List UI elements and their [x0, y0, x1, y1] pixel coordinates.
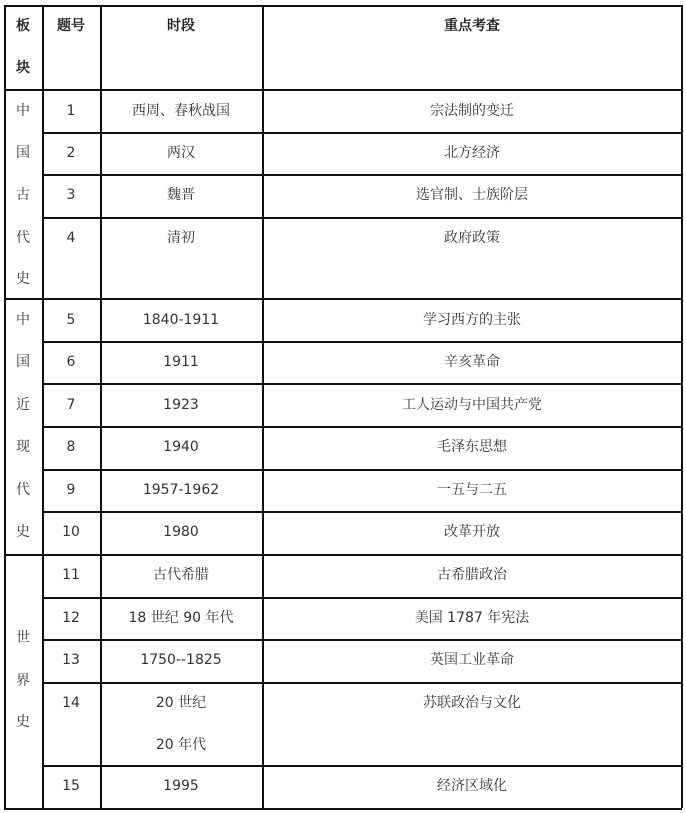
- section-label-modern-china: 近: [16, 397, 30, 413]
- row-divider: [42, 426, 682, 428]
- row-divider: [42, 469, 682, 471]
- row-number: 1: [66, 103, 76, 119]
- section-label-ancient-china: 国: [16, 145, 30, 161]
- row-number: 4: [66, 230, 76, 246]
- row-divider: [42, 383, 682, 385]
- row-period: 18 世纪 90 年代: [128, 610, 234, 626]
- row-focus: 改革开放: [444, 524, 500, 540]
- row-number: 9: [66, 482, 76, 498]
- header-section-char: 块: [16, 60, 30, 76]
- row-number: 5: [66, 312, 76, 328]
- section-label-ancient-china: 代: [16, 230, 30, 246]
- header-divider: [4, 89, 682, 91]
- section-label-modern-china: 史: [16, 524, 30, 540]
- row-divider: [42, 217, 682, 219]
- row-divider: [42, 639, 682, 641]
- row-period: 清初: [167, 230, 195, 246]
- row-number: 13: [62, 652, 80, 668]
- row-period: 西周、春秋战国: [132, 103, 230, 119]
- table-border-bottom: [4, 808, 682, 810]
- row-number: 7: [66, 397, 76, 413]
- section-label-world-history: 史: [16, 714, 30, 730]
- section-divider: [4, 298, 682, 300]
- row-number: 14: [62, 695, 80, 711]
- row-focus: 学习西方的主张: [423, 312, 521, 328]
- row-focus: 选官制、士族阶层: [416, 187, 528, 203]
- row-focus: 一五与二五: [437, 482, 507, 498]
- header-section-char: 板: [16, 18, 30, 34]
- row-period: 两汉: [167, 145, 195, 161]
- row-focus: 经济区域化: [437, 778, 507, 794]
- row-period: 1995: [163, 778, 199, 794]
- header-number: 题号: [57, 18, 85, 34]
- row-number: 10: [62, 524, 80, 540]
- row-focus: 宗法制的变迁: [430, 103, 514, 119]
- section-label-world-history: 界: [16, 673, 30, 689]
- row-divider: [42, 174, 682, 176]
- row-divider: [42, 765, 682, 767]
- section-label-world-history: 世: [16, 630, 30, 646]
- row-focus: 工人运动与中国共产党: [402, 397, 542, 413]
- row-period: 1940: [163, 439, 199, 455]
- row-focus: 古希腊政治: [437, 567, 507, 583]
- row-divider: [42, 597, 682, 599]
- row-focus: 毛泽东思想: [437, 439, 507, 455]
- row-number: 15: [62, 778, 80, 794]
- row-period: 魏晋: [167, 187, 195, 203]
- section-label-modern-china: 代: [16, 482, 30, 498]
- row-number: 2: [66, 145, 76, 161]
- row-period: 1980: [163, 524, 199, 540]
- section-label-modern-china: 中: [16, 312, 30, 328]
- row-period-line-2: 20 年代: [155, 737, 207, 753]
- row-number: 3: [66, 187, 76, 203]
- row-number: 8: [66, 439, 76, 455]
- row-divider: [42, 511, 682, 513]
- row-divider: [42, 132, 682, 134]
- row-divider: [42, 682, 682, 684]
- section-label-ancient-china: 中: [16, 103, 30, 119]
- section-divider: [4, 554, 682, 556]
- section-label-ancient-china: 古: [16, 187, 30, 203]
- row-focus: 辛亥革命: [444, 354, 500, 370]
- row-focus: 英国工业革命: [430, 652, 514, 668]
- row-period: 1957-1962: [142, 482, 220, 498]
- row-number: 12: [62, 610, 80, 626]
- row-focus: 苏联政治与文化: [423, 695, 521, 711]
- row-focus: 政府政策: [444, 230, 500, 246]
- header-period: 时段: [167, 18, 195, 34]
- header-focus: 重点考查: [444, 18, 500, 34]
- row-period: 1840-1911: [142, 312, 220, 328]
- row-period: 1911: [163, 354, 199, 370]
- row-divider: [42, 341, 682, 343]
- section-label-modern-china: 现: [16, 439, 30, 455]
- row-period: 1923: [163, 397, 199, 413]
- section-label-modern-china: 国: [16, 354, 30, 370]
- row-period-line-1: 20 世纪: [155, 695, 207, 711]
- row-number: 6: [66, 354, 76, 370]
- row-period: 古代希腊: [153, 567, 209, 583]
- row-focus: 美国 1787 年宪法: [414, 610, 530, 626]
- row-period: 1750--1825: [140, 652, 222, 668]
- row-focus: 北方经济: [444, 145, 500, 161]
- table-border-top: [4, 5, 682, 7]
- row-number: 11: [62, 567, 80, 583]
- section-label-ancient-china: 史: [16, 271, 30, 287]
